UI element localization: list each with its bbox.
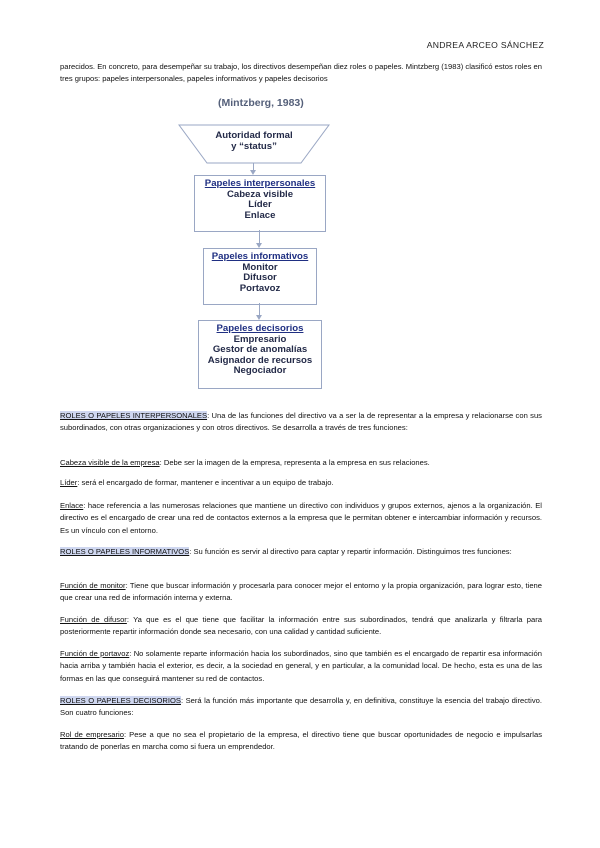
author-header: ANDREA ARCEO SÁNCHEZ (426, 40, 544, 50)
box-informative (203, 248, 317, 305)
authority-box (198, 130, 310, 152)
item-label: Líder (60, 478, 78, 487)
interpersonal-item: Líder (248, 199, 272, 211)
interpersonal-heading: Papeles interpersonales (204, 178, 316, 189)
item-difusor (60, 614, 542, 639)
informative-item: Difusor (243, 272, 277, 284)
decisional-item: Gestor de anomalías (212, 344, 308, 356)
interpersonal-item: Cabeza visible (226, 188, 294, 200)
box-decisional (198, 320, 322, 389)
item-label: Función de portavoz (60, 649, 130, 658)
decisional-item: Negociador (233, 365, 287, 377)
section-text: : Una de las funciones del directivo va a ser la de representar a la empresa y relacionarse con sus subordinados, con otras organizaciones y con otros directivos. Se desarrolla a través de tres funciones: (60, 411, 542, 433)
authority-line-2: y “status” (231, 141, 277, 152)
section-informativos (60, 546, 542, 558)
section-label: ROLES O PAPELES INTERPERSONALES (60, 411, 208, 420)
decisional-item: Asignador de recursos (207, 354, 313, 366)
item-label: Enlace (60, 501, 84, 510)
decisional-heading: Papeles decisorios (216, 323, 304, 334)
item-label: Función de monitor (60, 581, 126, 590)
item-empresario (60, 729, 542, 754)
section-interpersonales (60, 410, 542, 435)
item-text: : No solamente reparte información hacia los subordinados, sino que también es el encargado de repartir esa información hacia arriba y también hacia el exterior, es decir, a la sociedad en general, y en particular, a la comunidad local. De hecho, esta es una de las formas en las que conseguirá mantener su red de contactos. (60, 649, 542, 683)
informative-heading: Papeles informativos (211, 251, 309, 262)
arrow-2 (259, 230, 260, 244)
item-text: : Pese a que no sea el propietario de la empresa, el directivo tiene que buscar oportunidades de negocio e impulsarlas tratando de ponerlas en marcha como si fuera un emprendedor. (60, 730, 543, 752)
item-text: : Debe ser la imagen de la empresa, representa a la empresa en sus relaciones. (159, 458, 430, 467)
authority-line-1: Autoridad formal (215, 130, 293, 141)
section-text: : Su función es servir al directivo para captar y repartir información. Distinguimos tres funciones: (189, 547, 512, 556)
section-label: ROLES O PAPELES DECISORIOS (60, 696, 181, 705)
item-label: Rol de empresario (60, 730, 124, 739)
informative-item: Portavoz (239, 282, 281, 294)
item-label: Función de difusor (60, 615, 127, 624)
figure-title: (Mintzberg, 1983) (218, 97, 304, 109)
decisional-item: Empresario (233, 333, 287, 345)
section-label: ROLES O PAPELES INFORMATIVOS (60, 547, 190, 556)
item-text: : Ya que es el que tiene que facilitar la información entre sus subordinados, tendrá que analizarla y filtrarla para posteriormente repartir información donde sea necesario, con una calidad y cantidad suficiente. (60, 615, 542, 637)
item-text: : hace referencia a las numerosas relaciones que mantiene un directivo con individuos y grupos externos, ajenos a la organización. El directivo es el encargado de crear una red de contactos externos a la empresa que le permitan obtener e intercambiar información y recursos. Es un vínculo con el entorno. (60, 501, 542, 535)
box-interpersonal (194, 175, 326, 232)
item-label: Cabeza visible de la empresa (60, 458, 160, 467)
item-portavoz (60, 648, 542, 685)
intro-paragraph: parecidos. En concreto, para desempeñar su trabajo, los directivos desempeñan diez roles o papeles. Mintzberg (1983) clasificó estos roles en tres grupos: papeles interpersonales, papeles informativos y papeles decisorios (60, 62, 542, 84)
item-lider (60, 477, 542, 489)
item-enlace (60, 500, 542, 537)
item-text: : Tiene que buscar información y procesarla para conocer mejor el entorno y la propia organización, para lograr esto, tiene que crear una red de información interna y externa. (60, 581, 542, 603)
item-cabeza-visible (60, 457, 542, 469)
item-text: : será el encargado de formar, mantener e incentivar a un equipo de trabajo. (77, 478, 334, 487)
interpersonal-item: Enlace (244, 209, 276, 221)
informative-item: Monitor (242, 261, 278, 273)
item-monitor (60, 580, 542, 605)
section-decisorios (60, 695, 542, 720)
section-text: : Será la función más importante que desarrolla y, en definitiva, constituye la esencia del trabajo directivo. Son cuatro funciones: (60, 696, 542, 718)
